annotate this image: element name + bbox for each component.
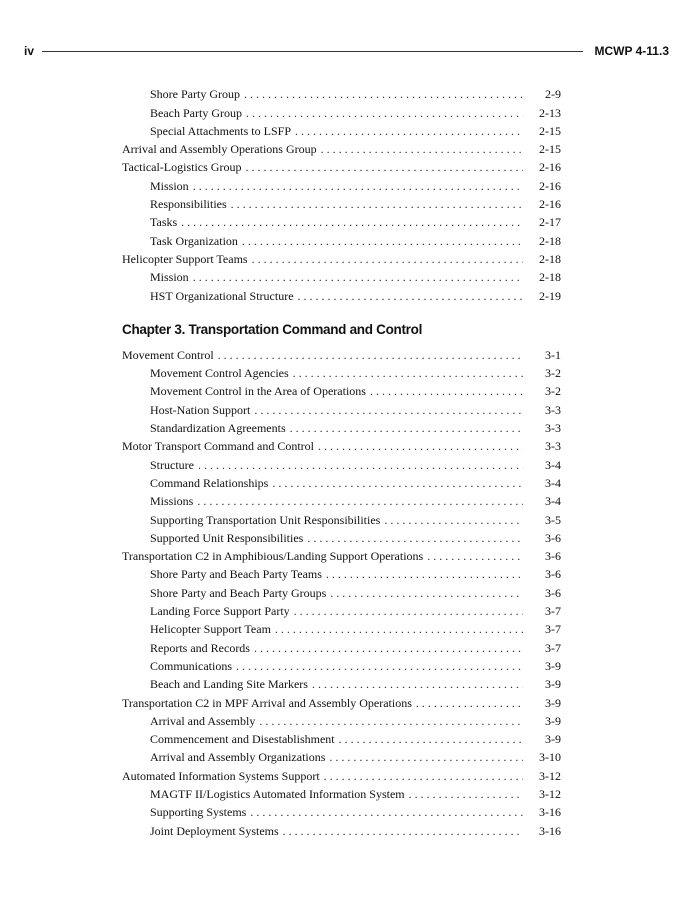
- toc-entry-title: Mission: [150, 270, 189, 285]
- toc-entry-page: 3-2: [545, 366, 561, 381]
- dot-leader: [254, 403, 523, 418]
- header-rule: [42, 51, 583, 52]
- toc-entry-page: 2-9: [545, 87, 561, 102]
- toc-entry-title: Structure: [150, 457, 194, 472]
- toc-entry-title: Supporting Systems: [150, 805, 247, 820]
- toc-entry-title: Mission: [150, 178, 189, 193]
- toc-entry-page: 3-3: [545, 402, 561, 417]
- toc-entry-title: Joint Deployment Systems: [150, 823, 279, 838]
- toc-entry-title: Missions: [150, 494, 194, 509]
- toc-entry-page: 3-5: [545, 512, 561, 527]
- toc-entry-page: 3-9: [545, 695, 561, 710]
- toc-entry-page: 3-3: [545, 421, 561, 436]
- dot-leader: [254, 641, 523, 656]
- toc-entry-page: 2-17: [539, 215, 561, 230]
- toc-entry: [122, 436, 561, 454]
- dot-leader: [283, 824, 523, 839]
- toc-entry-page: 3-7: [545, 640, 561, 655]
- toc-entry-title: Transportation C2 in Amphibious/Landing Support Operations: [122, 549, 424, 564]
- toc-entry-page: 3-9: [545, 677, 561, 692]
- toc-entry-title: Arrival and Assembly Organizations: [150, 750, 326, 765]
- toc-entry-page: 3-10: [539, 750, 561, 765]
- table-of-contents: [122, 84, 561, 839]
- dot-leader: [245, 160, 523, 175]
- toc-entry-title: Helicopter Support Team: [150, 622, 271, 637]
- toc-entry: [122, 139, 561, 157]
- toc-entry-page: 3-6: [545, 530, 561, 545]
- dot-leader: [272, 476, 523, 491]
- dot-leader: [181, 215, 523, 230]
- dot-leader: [326, 567, 523, 582]
- dot-leader: [427, 549, 523, 564]
- dot-leader: [295, 124, 523, 139]
- toc-entry-page: 3-3: [545, 439, 561, 454]
- toc-entry-title: Automated Information Systems Support: [122, 768, 320, 783]
- toc-section-chapter-3: [122, 345, 561, 839]
- toc-entry: [122, 784, 561, 802]
- toc-entry-page: 2-16: [539, 160, 561, 175]
- toc-entry-page: 2-13: [539, 105, 561, 120]
- toc-entry: [122, 121, 561, 139]
- toc-entry: [122, 509, 561, 527]
- page-number: iv: [24, 44, 35, 58]
- toc-entry: [122, 582, 561, 600]
- dot-leader: [384, 513, 523, 528]
- toc-entry-page: 3-12: [539, 768, 561, 783]
- toc-entry: [122, 399, 561, 417]
- toc-entry: [122, 765, 561, 783]
- toc-entry: [122, 473, 561, 491]
- toc-entry-page: 2-19: [539, 288, 561, 303]
- toc-entry-page: 3-16: [539, 805, 561, 820]
- dot-leader: [293, 366, 523, 381]
- dot-leader: [318, 439, 523, 454]
- toc-entry-page: 3-6: [545, 549, 561, 564]
- toc-entry-title: Beach Party Group: [150, 105, 242, 120]
- dot-leader: [193, 179, 523, 194]
- toc-entry-title: Task Organization: [150, 233, 238, 248]
- dot-leader: [294, 604, 523, 619]
- dot-leader: [321, 142, 523, 157]
- dot-leader: [370, 384, 523, 399]
- dot-leader: [193, 270, 523, 285]
- toc-entry: [122, 747, 561, 765]
- toc-entry: [122, 102, 561, 120]
- dot-leader: [290, 421, 523, 436]
- chapter-heading: Chapter 3. Transportation Command and Control: [122, 321, 423, 337]
- toc-entry: [122, 249, 561, 267]
- toc-entry-page: 3-6: [545, 585, 561, 600]
- dot-leader: [231, 197, 523, 212]
- toc-entry-title: Tactical-Logistics Group: [122, 160, 242, 175]
- toc-entry-title: Host-Nation Support: [150, 402, 251, 417]
- dot-leader: [298, 289, 523, 304]
- dot-leader: [236, 659, 523, 674]
- toc-entry-page: 3-2: [545, 384, 561, 399]
- toc-entry-page: 3-4: [545, 457, 561, 472]
- toc-entry-page: 3-16: [539, 823, 561, 838]
- toc-entry-page: 2-16: [539, 197, 561, 212]
- toc-entry-page: 3-6: [545, 567, 561, 582]
- toc-entry: [122, 267, 561, 285]
- toc-entry: [122, 802, 561, 820]
- toc-entry-title: Supported Unit Responsibilities: [150, 530, 304, 545]
- dot-leader: [330, 586, 523, 601]
- toc-entry-title: Shore Party and Beach Party Teams: [150, 567, 322, 582]
- toc-entry-page: 3-4: [545, 475, 561, 490]
- dot-leader: [198, 458, 523, 473]
- toc-entry-page: 3-1: [545, 347, 561, 362]
- toc-entry-title: Shore Party and Beach Party Groups: [150, 585, 327, 600]
- toc-entry-title: Reports and Records: [150, 640, 250, 655]
- toc-entry: [122, 157, 561, 175]
- toc-entry-title: Transportation C2 in MPF Arrival and Assembly Operations: [122, 695, 412, 710]
- toc-entry-title: Special Attachments to LSFP: [150, 123, 291, 138]
- toc-entry: [122, 454, 561, 472]
- dot-leader: [339, 732, 523, 747]
- toc-entry: [122, 175, 561, 193]
- dot-leader: [307, 531, 523, 546]
- toc-entry-title: Movement Control Agencies: [150, 366, 289, 381]
- toc-entry-page: 2-18: [539, 233, 561, 248]
- dot-leader: [244, 87, 523, 102]
- toc-entry: [122, 546, 561, 564]
- toc-entry: [122, 84, 561, 102]
- dot-leader: [275, 622, 523, 637]
- toc-entry: [122, 345, 561, 363]
- toc-entry: [122, 729, 561, 747]
- dot-leader: [197, 494, 523, 509]
- dot-leader: [259, 714, 523, 729]
- toc-entry: [122, 194, 561, 212]
- toc-entry: [122, 674, 561, 692]
- dot-leader: [252, 252, 523, 267]
- toc-entry: [122, 601, 561, 619]
- dot-leader: [312, 677, 523, 692]
- toc-entry: [122, 230, 561, 248]
- toc-entry-page: 3-9: [545, 732, 561, 747]
- toc-entry: [122, 528, 561, 546]
- dot-leader: [324, 769, 523, 784]
- toc-entry-title: Standardization Agreements: [150, 421, 286, 436]
- toc-entry: [122, 418, 561, 436]
- toc-entry-page: 2-18: [539, 270, 561, 285]
- dot-leader: [250, 805, 523, 820]
- toc-section-chapter-2: [122, 84, 561, 304]
- dot-leader: [246, 106, 523, 121]
- toc-entry-page: 3-9: [545, 713, 561, 728]
- page-header: [24, 44, 669, 58]
- toc-entry: [122, 711, 561, 729]
- toc-entry: [122, 381, 561, 399]
- toc-entry-title: Movement Control in the Area of Operations: [150, 384, 366, 399]
- toc-entry: [122, 212, 561, 230]
- toc-entry-title: Commencement and Disestablishment: [150, 732, 335, 747]
- dot-leader: [242, 234, 523, 249]
- document-id: MCWP 4-11.3: [594, 44, 669, 58]
- toc-entry: [122, 363, 561, 381]
- toc-entry-page: 3-7: [545, 622, 561, 637]
- toc-entry: [122, 637, 561, 655]
- toc-entry-title: Beach and Landing Site Markers: [150, 677, 308, 692]
- toc-entry: [122, 564, 561, 582]
- toc-entry-title: Communications: [150, 658, 232, 673]
- toc-entry-title: MAGTF II/Logistics Automated Information System: [150, 786, 405, 801]
- toc-entry: [122, 285, 561, 303]
- toc-entry-title: Arrival and Assembly: [150, 713, 256, 728]
- toc-entry-page: 3-4: [545, 494, 561, 509]
- toc-entry-title: Helicopter Support Teams: [122, 251, 248, 266]
- toc-entry: [122, 491, 561, 509]
- dot-leader: [409, 787, 523, 802]
- toc-entry-title: Movement Control: [122, 347, 214, 362]
- toc-entry-title: Arrival and Assembly Operations Group: [122, 142, 317, 157]
- toc-entry-page: 3-7: [545, 604, 561, 619]
- toc-entry-title: Command Relationships: [150, 475, 269, 490]
- dot-leader: [416, 696, 523, 711]
- toc-entry-page: 2-15: [539, 123, 561, 138]
- toc-entry: [122, 820, 561, 838]
- toc-entry-title: Shore Party Group: [150, 87, 240, 102]
- toc-entry-title: Tasks: [150, 215, 178, 230]
- toc-entry-title: Responsibilities: [150, 197, 227, 212]
- toc-entry-page: 3-9: [545, 658, 561, 673]
- dot-leader: [218, 348, 523, 363]
- toc-entry: [122, 656, 561, 674]
- toc-entry: [122, 619, 561, 637]
- toc-entry-title: Motor Transport Command and Control: [122, 439, 315, 454]
- toc-entry-page: 2-15: [539, 142, 561, 157]
- toc-entry-page: 2-18: [539, 251, 561, 266]
- toc-entry-title: HST Organizational Structure: [150, 288, 294, 303]
- dot-leader: [329, 750, 523, 765]
- toc-entry-title: Landing Force Support Party: [150, 604, 290, 619]
- toc-entry-title: Supporting Transportation Unit Responsibilities: [150, 512, 381, 527]
- toc-entry-page: 2-16: [539, 178, 561, 193]
- toc-entry-page: 3-12: [539, 786, 561, 801]
- toc-entry: [122, 692, 561, 710]
